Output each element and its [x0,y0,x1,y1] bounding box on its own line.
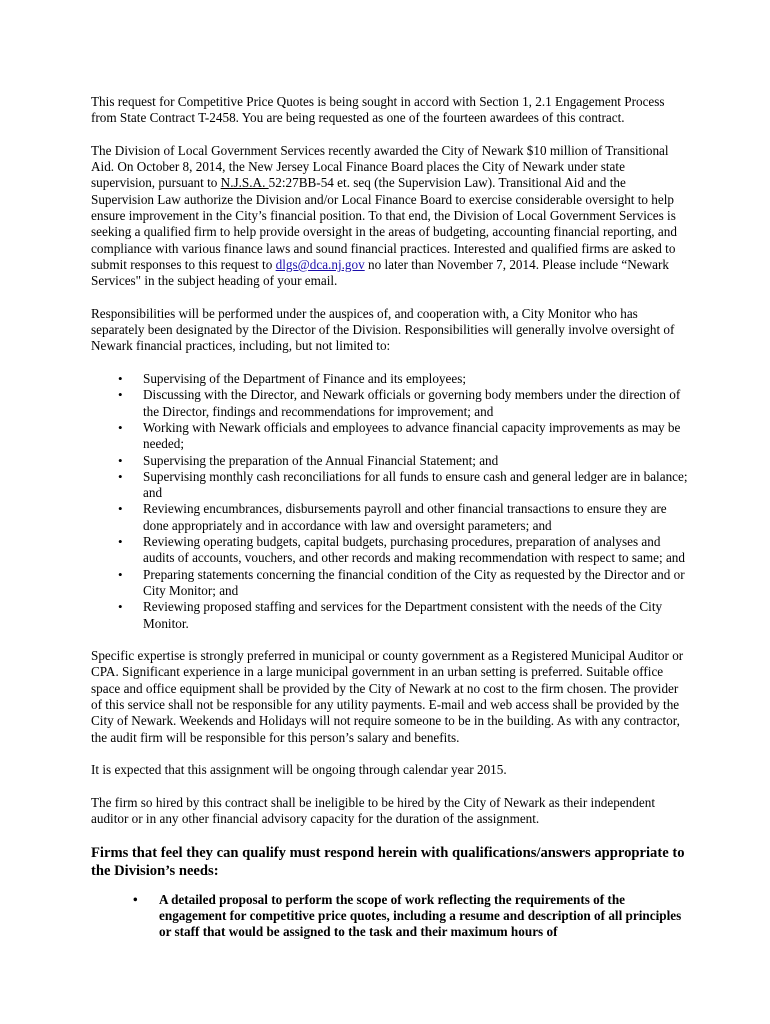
responsibilities-intro: Responsibilities will be performed under the auspices of, and cooperation with, a City Monitor who has separately been designated by the Director of the Division. Responsibilities will generally involve oversight of Newark financial practices, including, but not limited to: [91,305,675,354]
document-body [91,94,691,941]
list-item: • Discussing with the Director, and Newark officials or governing body members under the direction of the Director, findings and recommendations for improvement; and [91,387,691,420]
list-item: • Working with Newark officials and employees to advance financial capacity improvements as may be needed; [91,420,691,453]
responsibilities-list [91,371,691,632]
ineligibility-paragraph: The firm so hired by this contract shall be ineligible to be hired by the City of Newark as their independent auditor or in any other financial advisory capacity for the duration of the assignment. [91,794,655,827]
list-item: • Reviewing encumbrances, disbursements payroll and other financial transactions to ensure they are done appropriately and in accordance with law and oversight parameters; and [91,501,691,534]
background-text-3: no later than November 7, 2014. Please include “Newark Services" in the subject heading of your email. [91,256,669,289]
intro-paragraph: This request for Competitive Price Quotes is being sought in accord with Section 1, 2.1 Engagement Process from State Contract T-2458. You are being requested as one of the fourteen awardees of this contract. [91,94,665,126]
background-text-1: The Division of Local Government Services recently awarded the City of Newark $10 million of Transitional Aid. On October 8, 2014, the New Jersey Local Finance Board places the City of Newark under state supervision, pursuant to [91,142,669,191]
list-item: • Preparing statements concerning the financial condition of the City as requested by the Director and or City Monitor; and [91,567,691,600]
list-item: • Reviewing operating budgets, capital budgets, purchasing procedures, preparation of analyses and audits of accounts, vouchers, and other records and making recommendation with respect to same; and [91,534,691,567]
qualifications-list [91,892,691,941]
email-link[interactable]: dlgs@dca.nj.gov [275,256,365,272]
duration-paragraph: It is expected that this assignment will be ongoing through calendar year 2015. [91,762,507,778]
list-item: • Supervising of the Department of Finance and its employees; [91,371,691,387]
background-paragraph [91,143,691,290]
list-item: • A detailed proposal to perform the scope of work reflecting the requirements of the engagement for competitive price quotes, including a resume and description of all principles or staff that would be assigned to the task and their maximum hours of [91,892,691,941]
background-text-2: 52:27BB-54 et. seq (the Supervision Law). Transitional Aid and the Supervision Law authorize the Division and/or Local Finance Board to exercise considerable oversight to help ensure improvement in the City’s financial position. To that end, the Division of Local Government Services is seeking a qualified firm to help provide oversight in the areas of budgeting, accounting financial reporting, and compliance with various finance laws and sound financial practices. Interested and qualified firms are asked to submit responses to this request to [91,175,677,272]
list-item: • Reviewing proposed staffing and services for the Department consistent with the needs of the City Monitor. [91,599,691,632]
expertise-paragraph: Specific expertise is strongly preferred in municipal or county government as a Registered Municipal Auditor or CPA. Significant experience in a large municipal government in an urban setting is preferred. Suitable office space and office equipment shall be provided by the City of Newark at no cost to the firm chosen. The provider of this service shall not be responsible for any utility payments. E-mail and web access shall be provided by the City of Newark. Weekends and Holidays will not require someone to be in the building. As with any contractor, the audit firm will be responsible for this person’s salary and benefits. [91,648,684,745]
statute-reference: N.J.S.A. [220,175,269,191]
list-item: • Supervising the preparation of the Annual Financial Statement; and [91,453,691,469]
qualifications-heading: Firms that feel they can qualify must respond herein with qualifications/answers appropriate to the Division’s needs: [91,844,685,879]
list-item: • Supervising monthly cash reconciliations for all funds to ensure cash and general ledger are in balance; and [91,469,691,502]
